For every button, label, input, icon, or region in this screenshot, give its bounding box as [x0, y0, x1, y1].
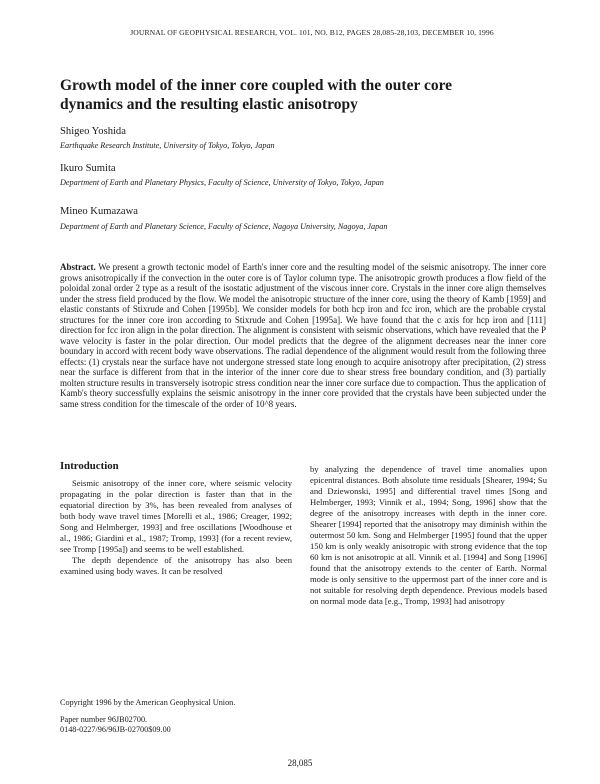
intro-left-column	[60, 478, 292, 577]
author-affiliation-3: Department of Earth and Planetary Science, Faculty of Science, Nagoya University, Nagoya, Japan	[60, 222, 388, 231]
abstract-text: We present a growth tectonic model of Earth's inner core and the resulting model of the seismic anisotropy. The inner core grows anisotropically if the convection in the outer core is of Taylor column type. The anisotropic growth produces a flow field of the poloidal zonal order 2 type as a result of the isostatic adjustment of the viscous inner core. Crystals in the inner core align themselves under the stress field produced by the flow. We model the anisotropic structure of the inner core, using the theory of Kamb [1959] and elastic constants of Stixrude and Cohen [1995b]. We consider models for both hcp iron and fcc iron, which are the probable crystal structures for the inner core iron according to Stixrude and Cohen [1995a]. We have found that the c axis for hcp iron and [111] direction for fcc iron align in the polar direction. The alignment is consistent with seismic observations, which have revealed that the P wave velocity is faster in the polar direction. Our model predicts that the degree of the alignment decreases near the inner core boundary in accord with recent body wave observations. The radial dependence of the alignment would result from the following three effects: (1) crystals near the surface have not undergone stressed state long enough to acquire anisotropy after precipitation, (2) stress near the surface is different from that in the interior of the inner core due to shear stress free boundary condition, and (3) partially molten structure results in transversely isotropic stress condition near the inner core surface due to compaction. Thus the application of Kamb's theory successfully explains the seismic anisotropy in the inner core provided that the crystals have been subjected under the same stress condition for the timescale of the order of 10^8 years.	[60, 262, 546, 409]
author-name-1: Shigeo Yoshida	[60, 126, 126, 137]
intro-right-column: by analyzing the dependence of travel time anomalies upon epicentral distances. Both absolute time residuals [Shearer, 1994; Su and Dziewonski, 1995] and differential travel times [Song and Helmberger, 1993; Vinnik et al., 1994; Song, 1996] show that the degree of the anisotropy increases with depth in the inner core. Shearer [1994] reported that the anisotropy may diminish within the outermost 50 km. Song and Helmberger [1995] found that the upper 150 km is only weakly anisotropic with strong evidence that the top 60 km is not anisotropic at all. Vinnik et al. [1994] and Song [1996] found that the anisotropy extends to the center of Earth. Normal mode is only sensitive to the uppermost part of the inner core and is not suitable for resolving depth dependence. Previous models based on normal mode data [e.g., Tromp, 1993] had anisotropy	[310, 464, 547, 606]
copyright-line: Copyright 1996 by the American Geophysical Union.	[60, 698, 236, 707]
author-name-2: Ikuro Sumita	[60, 163, 116, 174]
intro-paragraph-1: Seismic anisotropy of the inner core, where seismic velocity propagating in the polar direction is faster than that in the equatorial direction by 3%, has been revealed from analyses of both body wave travel times [Morelli et al., 1986; Creager, 1992; Song and Helmberger, 1993] and free oscillations [Woodhouse et al., 1986; Giardini et al., 1987; Tromp, 1993] (for a recent review, see Tromp [1995a]) and seems to be well established.	[60, 478, 292, 554]
page-number: 28,085	[287, 758, 313, 768]
author-name-3: Mineo Kumazawa	[60, 206, 138, 217]
author-affiliation-1: Earthquake Research Institute, University of Tokyo, Tokyo, Japan	[60, 141, 275, 150]
section-heading-introduction: Introduction	[60, 460, 119, 472]
paper-title: Growth model of the inner core coupled with the outer core dynamics and the resulting elastic anisotropy	[60, 77, 453, 113]
journal-header: JOURNAL OF GEOPHYSICAL RESEARCH, VOL. 101, NO. B12, PAGES 28,085-28,103, DECEMBER 10, 1996	[130, 28, 494, 37]
abstract	[60, 262, 546, 409]
abstract-label: Abstract.	[60, 262, 96, 272]
paper-number: Paper number 96JB02700.	[60, 714, 148, 724]
author-affiliation-2: Department of Earth and Planetary Physics, Faculty of Science, University of Tokyo, Tokyo, Japan	[60, 178, 384, 187]
issn-line: 0148-0227/96/96JB-02700$09.00	[60, 725, 171, 734]
copyright-block	[60, 698, 292, 736]
intro-paragraph-2: The depth dependence of the anisotropy has also been examined using body waves. It can be resolved	[60, 555, 292, 576]
